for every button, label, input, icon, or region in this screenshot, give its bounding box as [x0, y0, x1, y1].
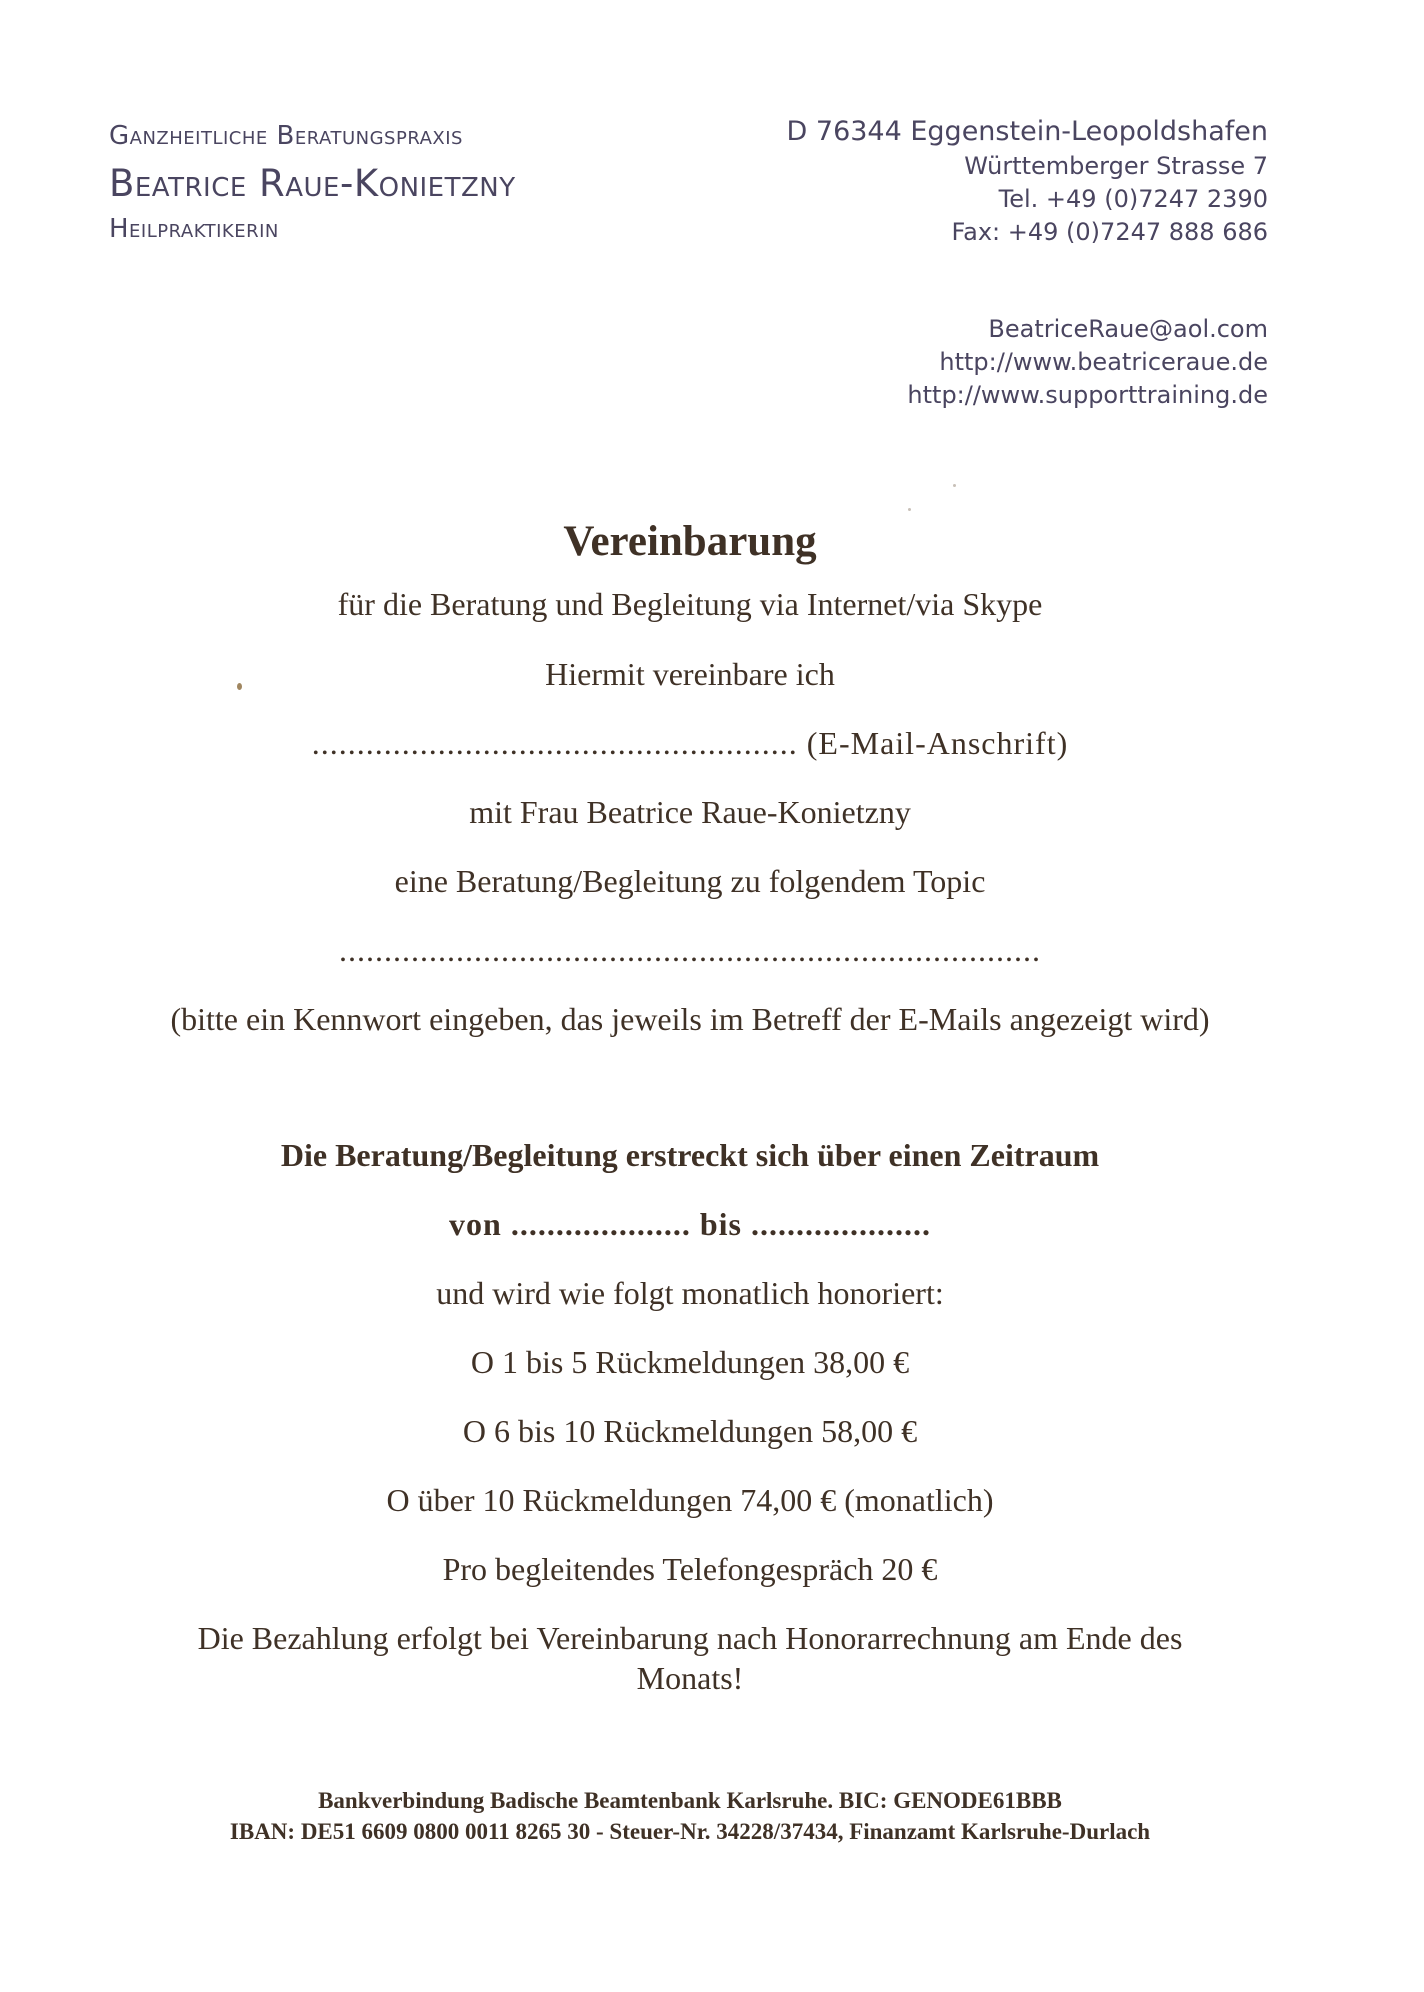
- address-city: D 76344 Eggenstein-Leopoldshafen: [786, 116, 1268, 147]
- bank-details: Bankverbindung Badische Beamtenbank Karlsruhe. BIC: GENODE61BBB: [318, 1788, 1062, 1813]
- practitioner-title: Heilpraktikerin: [109, 214, 279, 244]
- practitioner-name: Beatrice Raue-Konietzny: [109, 162, 516, 205]
- topic-fill-line: ..............................................................................: [339, 932, 1041, 968]
- keyword-note: (bitte ein Kennwort eingeben, das jeweils im Betreff der E-Mails angezeigt wird): [170, 1001, 1210, 1037]
- email-address: BeatriceRaue@aol.com: [988, 315, 1268, 343]
- agreement-with: mit Frau Beatrice Raue-Konietzny: [469, 794, 911, 830]
- scan-speck: [953, 484, 956, 487]
- document-subtitle: für die Beratung und Begleitung via Internet/via Skype: [337, 586, 1043, 622]
- contact-block: [787, 313, 1268, 412]
- payment-terms-line-1: Die Bezahlung erfolgt bei Vereinbarung nach Honorarrechnung am Ende des: [197, 1620, 1183, 1656]
- letterhead-left: [109, 118, 516, 246]
- payment-terms: [0, 1618, 1380, 1698]
- practice-name: Ganzheitliche Beratungspraxis: [109, 121, 463, 151]
- fee-option-2: O 6 bis 10 Rückmeldungen 58,00 €: [462, 1413, 918, 1449]
- scan-speck: [237, 683, 242, 690]
- fee-option-3: O über 10 Rückmeldungen 74,00 € (monatlich): [386, 1482, 994, 1518]
- period-fill-line: von .................... bis ....................: [449, 1206, 931, 1242]
- email-fill-line: ...................................................... (E-Mail-Anschrift): [311, 725, 1069, 761]
- payment-terms-line-2: Monats!: [636, 1660, 744, 1696]
- iban-tax-details: IBAN: DE51 6609 0800 0011 8265 30 - Steuer-Nr. 34228/37434, Finanzamt Karlsruhe-Durlach: [229, 1819, 1151, 1844]
- fee-option-1: O 1 bis 5 Rückmeldungen 38,00 €: [470, 1344, 910, 1380]
- document-title: Vereinbarung: [563, 518, 817, 565]
- scan-speck: [908, 508, 911, 511]
- website-link-1: http://www.beatriceraue.de: [939, 348, 1268, 376]
- period-heading: Die Beratung/Begleitung erstreckt sich über einen Zeitraum: [280, 1137, 1100, 1173]
- topic-intro: eine Beratung/Begleitung zu folgendem Topic: [394, 863, 986, 899]
- phone-number: Tel. +49 (0)7247 2390: [998, 185, 1268, 213]
- phone-fee: Pro begleitendes Telefongespräch 20 €: [442, 1551, 938, 1587]
- fax-number: Fax: +49 (0)7247 888 686: [951, 218, 1268, 246]
- fee-intro: und wird wie folgt monatlich honoriert:: [436, 1275, 944, 1311]
- agreement-intro: Hiermit vereinbare ich: [545, 656, 835, 692]
- website-link-2: http://www.supporttraining.de: [907, 381, 1268, 409]
- address-street: Württemberger Strasse 7: [964, 152, 1268, 180]
- letterhead-right: [787, 114, 1268, 412]
